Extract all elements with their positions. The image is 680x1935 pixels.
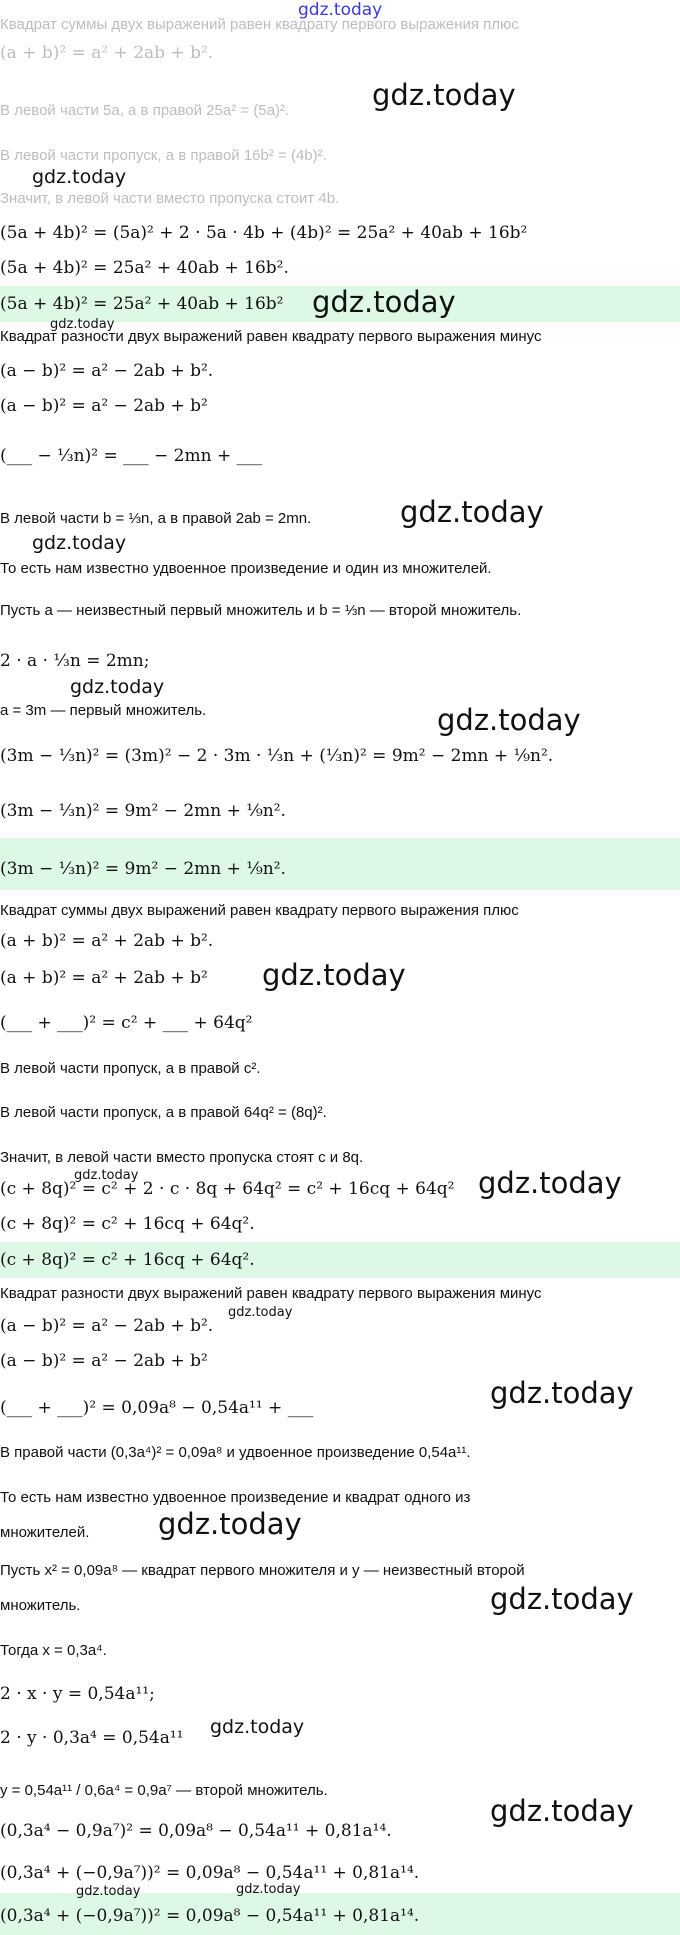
text-line: (a − b)² = a² − 2ab + b².: [0, 361, 214, 381]
watermark: gdz.today: [236, 1882, 301, 1897]
text-line: В левой части пропуск, а в правой 64q² = (8q)².: [0, 1104, 327, 1121]
text-line: a = 3m — первый множитель.: [0, 702, 207, 719]
text-line: В левой части 5a, а в правой 25a² = (5a)².: [0, 102, 290, 119]
watermark: gdz.today: [50, 317, 115, 332]
text-line: (0,3a⁴ + (−0,9a⁷))² = 0,09a⁸ − 0,54a¹¹ + 0,81a¹⁴.: [0, 1863, 420, 1883]
watermark: gdz.today: [490, 1376, 634, 1410]
text-line: (5a + 4b)² = (5a)² + 2 · 5a · 4b + (4b)² = 25a² + 40ab + 16b²: [0, 223, 528, 243]
text-line: (a + b)² = a² + 2ab + b².: [0, 931, 214, 951]
text-line: множитель.: [0, 1597, 81, 1614]
watermark: gdz.today: [262, 958, 406, 992]
text-line: (___ + ___)² = 0,09a⁸ − 0,54a¹¹ + ___: [0, 1398, 314, 1418]
watermark-logo: gdz.today: [298, 0, 383, 20]
text-line: Пусть a — неизвестный первый множитель и b = ⅓n — второй множитель.: [0, 602, 522, 619]
text-line: (c + 8q)² = c² + 2 · c · 8q + 64q² = c² + 16cq + 64q²: [0, 1179, 455, 1199]
watermark: gdz.today: [228, 1305, 293, 1320]
text-line: (___ + ___)² = c² + ___ + 64q²: [0, 1013, 253, 1033]
text-line: (3m − ⅓n)² = 9m² − 2mn + ⅑n².: [0, 801, 286, 821]
text-line: (a − b)² = a² − 2ab + b²: [0, 396, 208, 416]
text-line: (3m − ⅓n)² = 9m² − 2mn + ⅑n².: [0, 859, 286, 879]
watermark: gdz.today: [312, 285, 456, 319]
text-line: (c + 8q)² = c² + 16cq + 64q².: [0, 1250, 255, 1270]
watermark: gdz.today: [74, 1168, 139, 1183]
watermark: gdz.today: [490, 1794, 634, 1828]
text-line: Значит, в левой части вместо пропуска стоит 4b.: [0, 190, 340, 207]
text-line: (a − b)² = a² − 2ab + b².: [0, 1316, 214, 1336]
watermark: gdz.today: [372, 78, 516, 112]
text-line: В левой части пропуск, а в правой 16b² = (4b)².: [0, 147, 327, 164]
text-line: (0,3a⁴ − 0,9a⁷)² = 0,09a⁸ − 0,54a¹¹ + 0,81a¹⁴.: [0, 1821, 392, 1841]
watermark: gdz.today: [478, 1166, 622, 1200]
text-line: (0,3a⁴ + (−0,9a⁷))² = 0,09a⁸ − 0,54a¹¹ + 0,81a¹⁴.: [0, 1906, 420, 1926]
text-line: В правой части (0,3a⁴)² = 0,09a⁸ и удвоенное произведение 0,54a¹¹.: [0, 1444, 471, 1461]
watermark: gdz.today: [400, 495, 544, 529]
text-line: В левой части b = ⅓n, а в правой 2ab = 2mn.: [0, 510, 312, 527]
text-line: (5a + 4b)² = 25a² + 40ab + 16b².: [0, 258, 289, 278]
text-line: 2 · a · ⅓n = 2mn;: [0, 651, 150, 671]
text-line: Значит, в левой части вместо пропуска стоят c и 8q.: [0, 1149, 364, 1166]
watermark: gdz.today: [210, 1716, 305, 1738]
text-line: множителей.: [0, 1524, 90, 1541]
watermark: gdz.today: [70, 676, 165, 698]
watermark: gdz.today: [158, 1507, 302, 1541]
watermark: gdz.today: [76, 1884, 141, 1899]
text-line: (a + b)² = a² + 2ab + b²: [0, 968, 208, 988]
text-line: То есть нам известно удвоенное произведение и квадрат одного из: [0, 1489, 471, 1506]
text-line: (3m − ⅓n)² = (3m)² − 2 · 3m · ⅓n + (⅓n)² = 9m² − 2mn + ⅑n².: [0, 746, 554, 766]
text-line: Тогда x = 0,3a⁴.: [0, 1642, 107, 1659]
text-line: 2 · y · 0,3a⁴ = 0,54a¹¹: [0, 1728, 184, 1748]
text-line: Квадрат разности двух выражений равен квадрату первого выражения минус: [0, 1285, 542, 1302]
text-line: (___ − ⅓n)² = ___ − 2mn + ___: [0, 446, 263, 466]
watermark: gdz.today: [32, 166, 127, 188]
text-line: y = 0,54a¹¹ / 0,6a⁴ = 0,9a⁷ — второй множитель.: [0, 1782, 328, 1799]
text-line: (5a + 4b)² = 25a² + 40ab + 16b²: [0, 294, 284, 314]
text-line: В левой части пропуск, а в правой c².: [0, 1060, 261, 1077]
text-line: (a − b)² = a² − 2ab + b²: [0, 1351, 208, 1371]
text-line: Квадрат суммы двух выражений равен квадрату первого выражения плюс: [0, 16, 519, 33]
watermark: gdz.today: [437, 703, 581, 737]
text-line: 2 · x · y = 0,54a¹¹;: [0, 1684, 155, 1704]
watermark: gdz.today: [490, 1582, 634, 1616]
text-line: Квадрат разности двух выражений равен квадрату первого выражения минус: [0, 328, 542, 345]
text-line: (a + b)² = a² + 2ab + b².: [0, 43, 214, 63]
text-line: Пусть x² = 0,09a⁸ — квадрат первого множителя и y — неизвестный второй: [0, 1562, 525, 1579]
text-line: (c + 8q)² = c² + 16cq + 64q².: [0, 1214, 255, 1234]
text-line: То есть нам известно удвоенное произведение и один из множителей.: [0, 560, 492, 577]
watermark: gdz.today: [32, 532, 127, 554]
text-line: Квадрат суммы двух выражений равен квадрату первого выражения плюс: [0, 902, 519, 919]
